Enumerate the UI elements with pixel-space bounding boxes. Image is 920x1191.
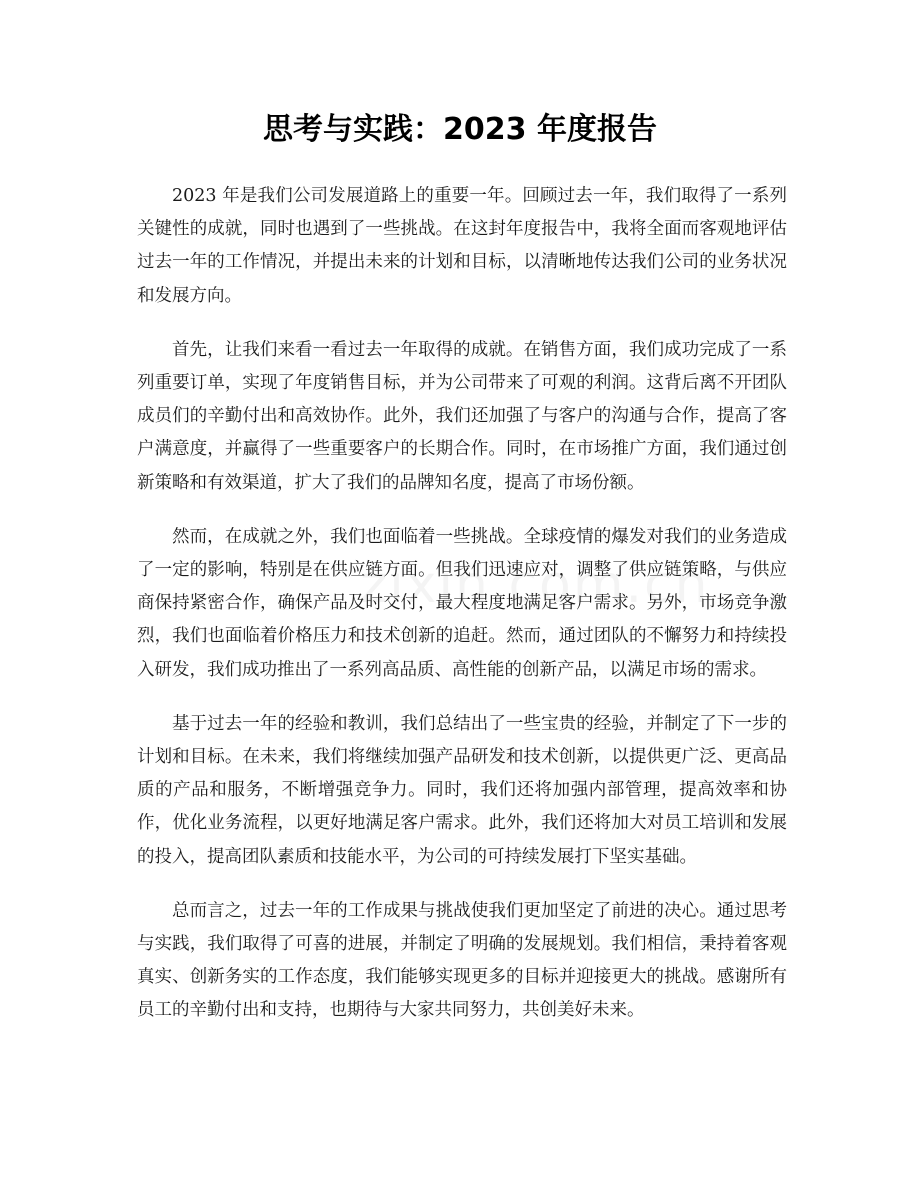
- document-title: 思考与实践：2023 年度报告: [263, 112, 657, 147]
- paragraph-challenges: 然而，在成就之外，我们也面临着一些挑战。全球疫情的爆发对我们的业务造成了一定的影响，特别是在供应链方面。但我们迅速应对，调整了供应链策略，与供应商保持紧密合作，确保产品及时交付，最大程度地满足客户需求。另外，市场竞争激烈，我们也面临着价格压力和技术创新的追赶。然而，通过团队的不懈努力和持续投入研发，我们成功推出了一系列高品质、高性能的创新产品，以满足市场的需求。: [137, 526, 787, 680]
- paragraph-conclusion: 总而言之，过去一年的工作成果与挑战使我们更加坚定了前进的决心。通过思考与实践，我们取得了可喜的进展，并制定了明确的发展规划。我们相信，秉持着客观真实、创新务实的工作态度，我们能够实现更多的目标并迎接更大的挑战。感谢所有员工的辛勤付出和支持，也期待与大家共同努力，共创美好未来。: [137, 900, 787, 1021]
- paragraph-intro: 2023 年是我们公司发展道路上的重要一年。回顾过去一年，我们取得了一系列关键性的成就，同时也遇到了一些挑战。在这封年度报告中，我将全面而客观地评估过去一年的工作情况，并提出未来的计划和目标，以清晰地传达我们公司的业务状况和发展方向。: [137, 186, 787, 306]
- paragraph-plans: 基于过去一年的经验和教训，我们总结出了一些宝贵的经验，并制定了下一步的计划和目标。在未来，我们将继续加强产品研发和技术创新，以提供更广泛、更高品质的产品和服务，不断增强竞争力。同时，我们还将加强内部管理，提高效率和协作，优化业务流程，以更好地满足客户需求。此外，我们还将加大对员工培训和发展的投入，提高团队素质和技能水平，为公司的可持续发展打下坚实基础。: [137, 713, 787, 867]
- document-body: [137, 180, 787, 1049]
- paragraph-achievements: 首先，让我们来看一看过去一年取得的成就。在销售方面，我们成功完成了一系列重要订单，实现了年度销售目标，并为公司带来了可观的利润。这背后离不开团队成员们的辛勤付出和高效协作。此外，我们还加强了与客户的沟通与合作，提高了客户满意度，并赢得了一些重要客户的长期合作。同时，在市场推广方面，我们通过创新策略和有效渠道，扩大了我们的品牌知名度，提高了市场份额。: [137, 339, 787, 493]
